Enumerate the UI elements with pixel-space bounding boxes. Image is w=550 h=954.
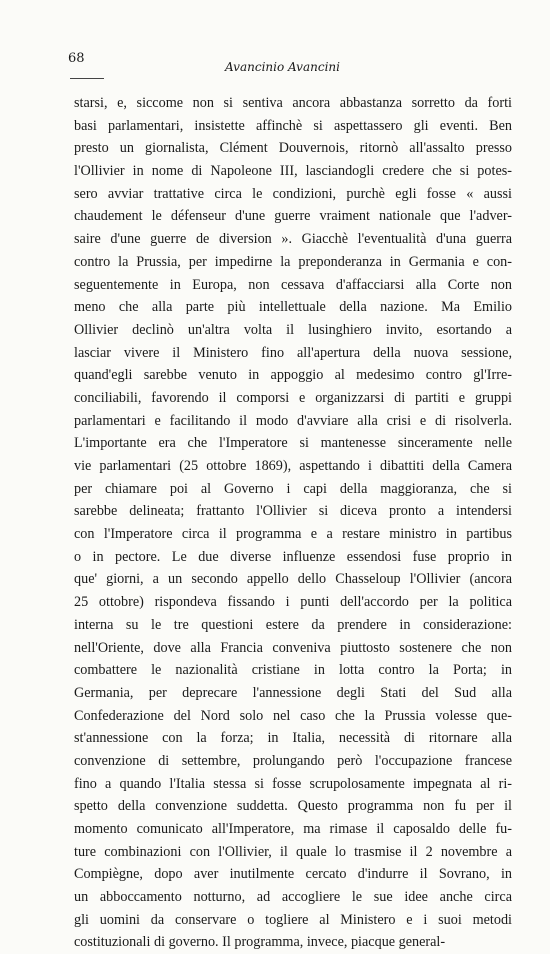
text-line: que' giorni, a un secondo appello dello Chasseloup l'Ollivier (ancora	[74, 571, 512, 588]
text-line: starsi, e, siccome non si sentiva ancora abbastanza sorretto da forti	[74, 95, 512, 111]
text-line: contro la Prussia, per impedirne la preponderanza in Germania e con-	[74, 253, 512, 270]
text-line: seguentemente in Europa, non cessava d'affacciarsi alla Corte non	[74, 276, 512, 293]
running-title: Avancinio Avancini	[225, 60, 340, 74]
text-line: gli uomini da conservare o togliere al Ministero e i suoi metodi	[74, 911, 512, 928]
header-rule	[70, 78, 104, 79]
text-line: interna su le tre questioni estere da prendere in considerazione:	[74, 616, 512, 633]
text-line: presto un giornalista, Clément Douvernois, ritornò all'assalto presso	[74, 140, 512, 157]
text-line: Confederazione del Nord solo nel caso che la Prussia volesse que-	[74, 707, 512, 724]
text-line: sarebbe delineata; frattanto l'Ollivier si diceva pronto a intendersi	[74, 503, 512, 520]
text-line: l'Ollivier in nome di Napoleone III, lasciandogli credere che si potes-	[74, 163, 512, 180]
text-line: Compiègne, dopo aver inutilmente cercato d'indurre il Sovrano, in	[74, 866, 512, 883]
text-line: vie parlamentari (25 ottobre 1869), aspettando i dibattiti della Camera	[74, 458, 512, 474]
text-line: basi parlamentari, insistette affinchè si aspettassero gli eventi. Ben	[74, 117, 512, 134]
text-line: momento comunicato all'Imperatore, ma rimase il caposaldo delle fu-	[74, 821, 512, 837]
text-line: 25 ottobre) rispondeva fissando i punti dell'accordo per la politica	[74, 594, 512, 611]
text-line: L'importante era che l'Imperatore si mantenesse sinceramente nelle	[74, 435, 512, 452]
text-line: fino a quando l'Italia stessa si fosse scrupolosamente impegnata al ri-	[74, 775, 512, 792]
text-line: nell'Oriente, dove alla Francia conveniva piuttosto sostenere che non	[74, 639, 512, 656]
text-line: convenzione di settembre, prolungando però l'occupazione francese	[74, 752, 512, 769]
text-line: Ollivier declinò un'altra volta il lusinghiero invito, esortando a	[74, 321, 512, 338]
text-line: ture combinazioni con l'Ollivier, il quale lo trasmise il 2 novembre a	[74, 843, 512, 860]
text-line: sero avviar trattative circa le condizioni, purchè egli fosse « aussi	[74, 185, 512, 202]
text-line: spetto della convenzione suddetta. Questo programma non fu per il	[74, 798, 512, 815]
text-line: per chiamare poi al Governo i capi della maggioranza, che si	[74, 480, 512, 497]
text-line: combattere le nazionalità cristiane in lotta contro la Porta; in	[74, 662, 512, 679]
text-line: conciliabili, favorendo il comporsi e organizzarsi di partiti e gruppi	[74, 389, 512, 406]
text-line: con l'Imperatore circa il programma e a restare ministro in partibus	[74, 526, 512, 543]
text-line: o in pectore. Le due diverse influenze essendosi fuse proprio in	[74, 548, 512, 565]
text-line: parlamentari e facilitando il modo d'avviare alla crisi e di risolverla.	[74, 412, 512, 429]
page-number: 68	[68, 51, 85, 66]
text-line: chaudement le défenseur d'une guerre vraiment nationale que l'adver-	[74, 208, 512, 225]
body-text	[74, 92, 512, 954]
text-line: un abboccamento notturno, ad accogliere le sue idee anche circa	[74, 889, 512, 906]
text-line: costituzionali di governo. Il programma, invece, piacque general-	[74, 934, 446, 951]
text-line: lasciar vivere il Ministero fino all'apertura della nuova sessione,	[74, 344, 512, 361]
text-line: meno che alla parte più intellettuale della nazione. Ma Emilio	[74, 299, 512, 316]
text-line: quand'egli sarebbe venuto in appoggio al medesimo contro gl'Irre-	[74, 367, 512, 384]
text-line: saire d'une guerre de diversion ». Giacchè l'eventualità d'una guerra	[74, 231, 512, 248]
text-line: st'annessione con la forza; in Italia, necessità di ritornare alla	[74, 730, 512, 747]
text-line: Germania, per deprecare l'annessione degli Stati del Sud alla	[74, 684, 512, 701]
